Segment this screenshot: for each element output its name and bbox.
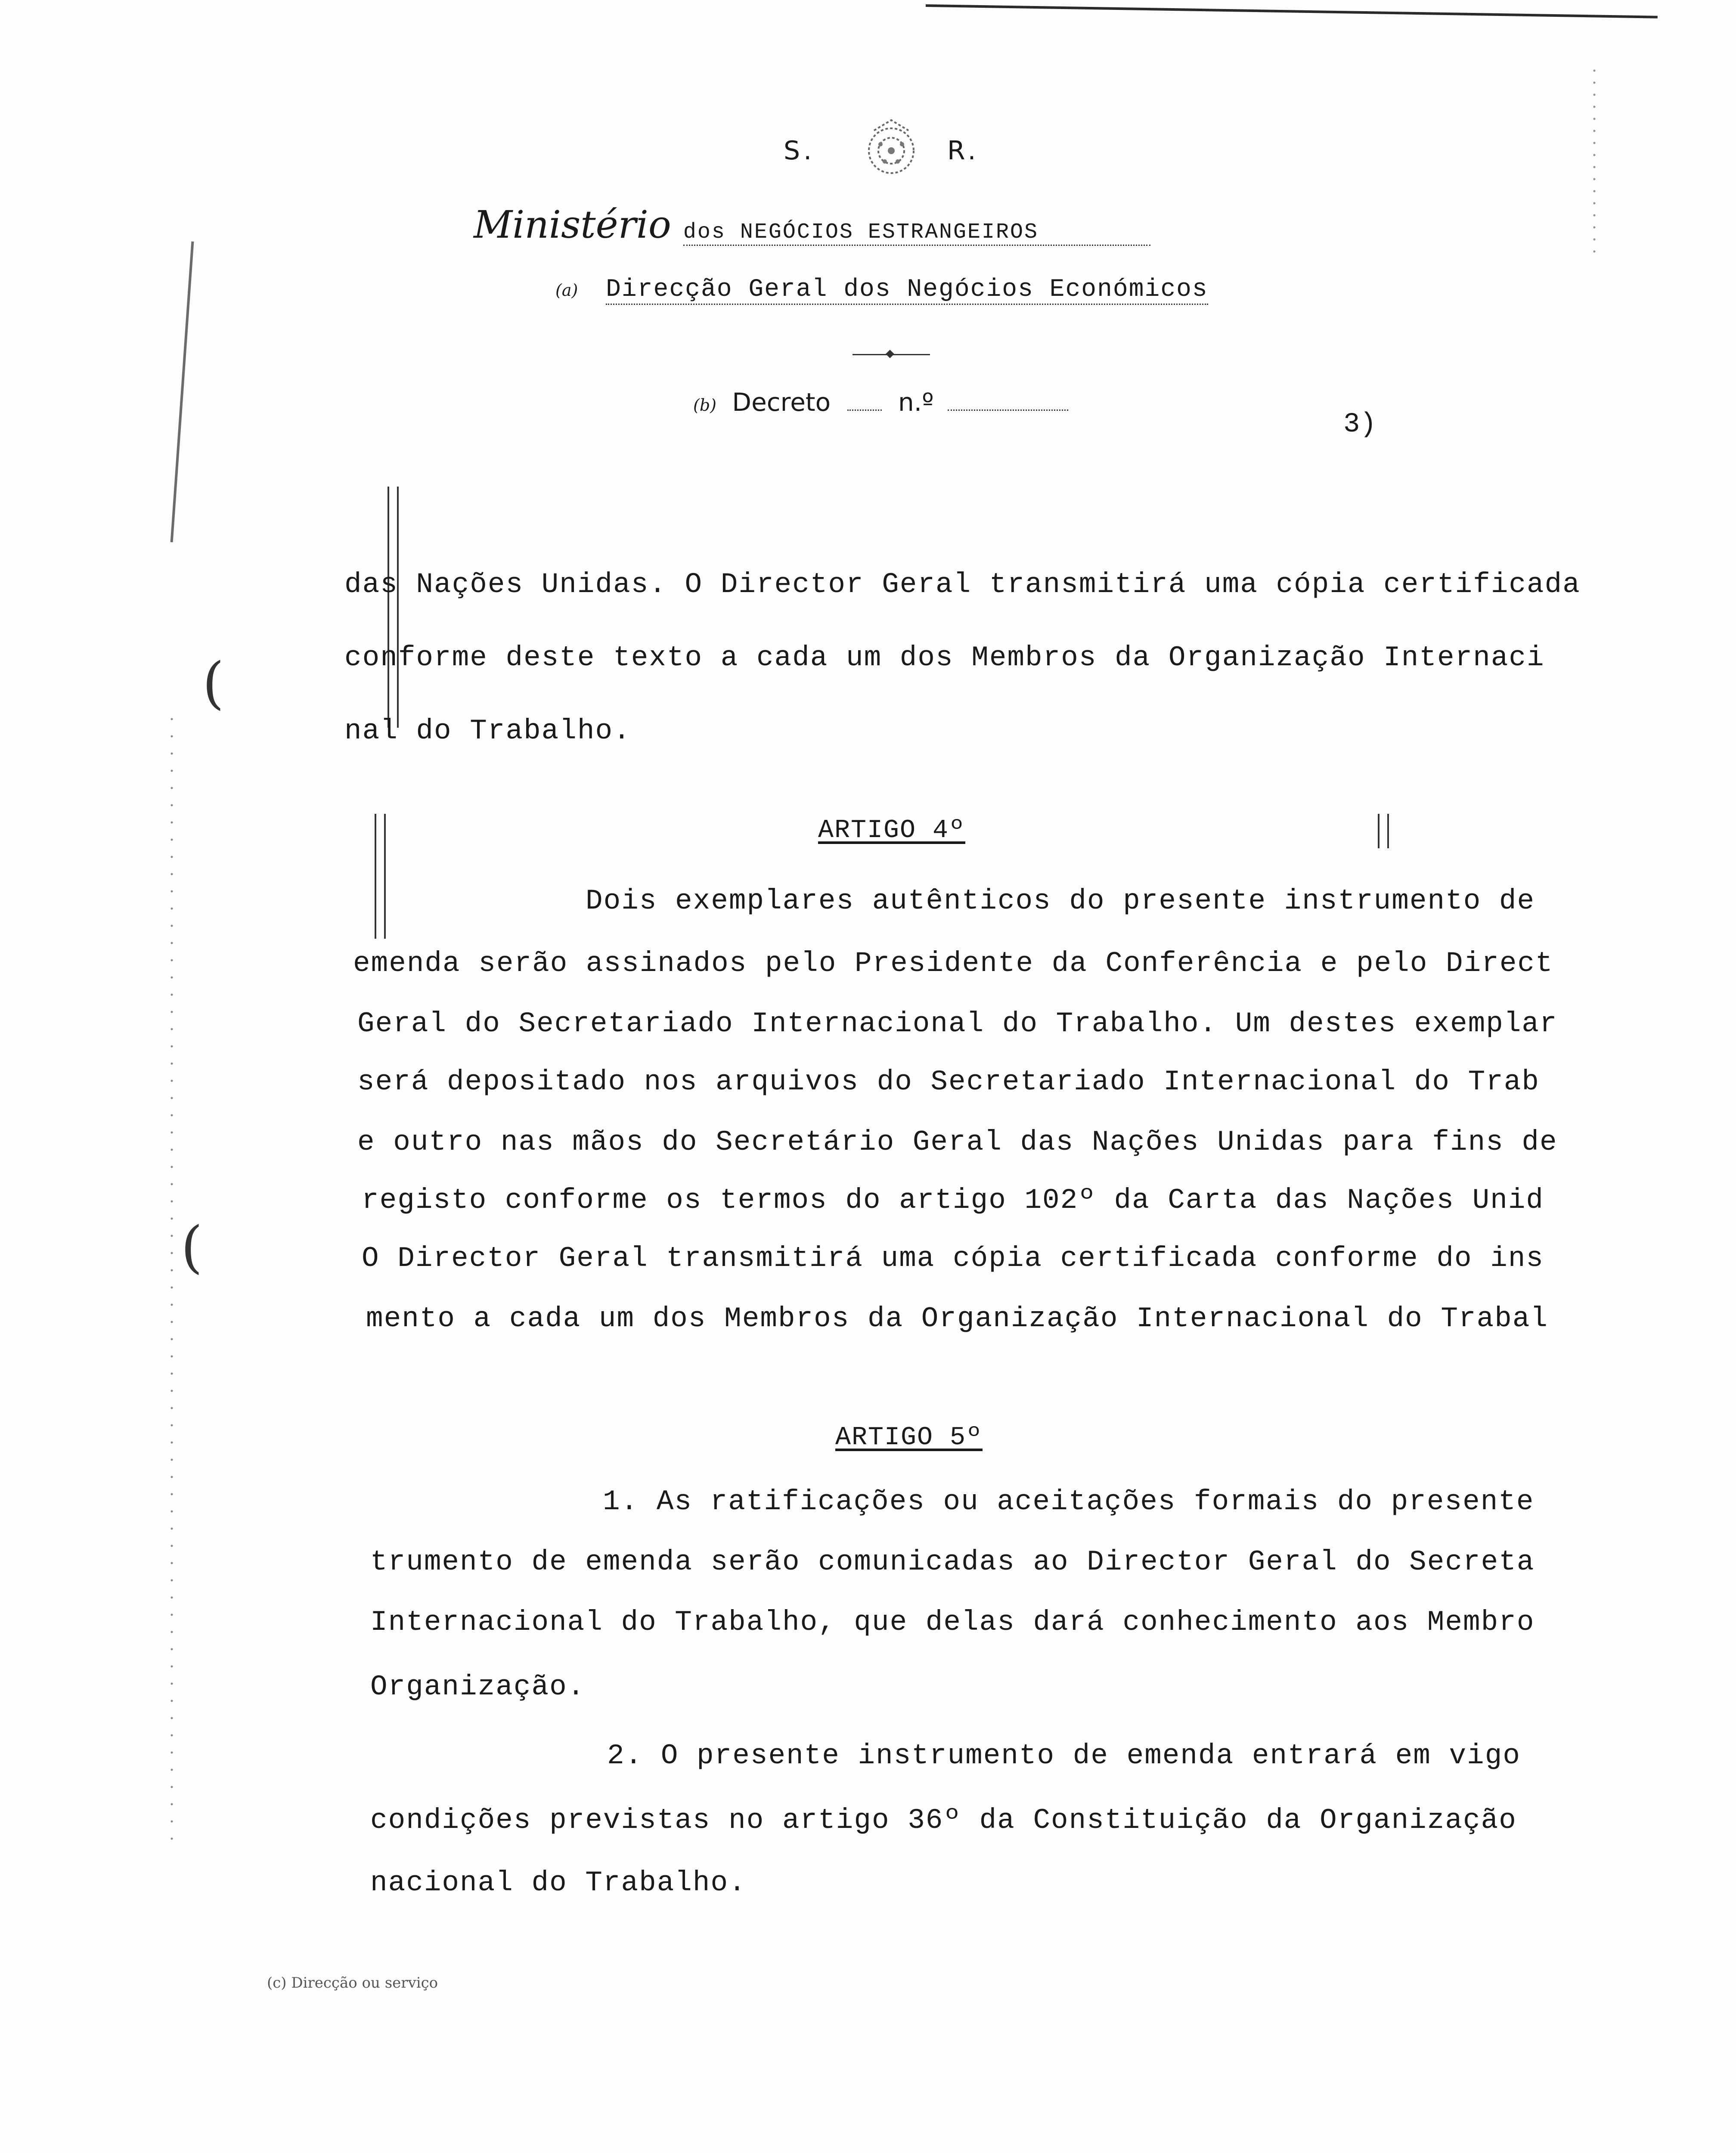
- coat-of-arms-emblem: [850, 114, 932, 183]
- decree-line: [693, 388, 1068, 417]
- ornamental-divider: [852, 354, 930, 355]
- ministry-line: [474, 202, 1150, 247]
- decree-number-label: n.º: [898, 388, 934, 417]
- decree-blank: [847, 410, 882, 411]
- footnote: (c) Direcção ou serviço: [267, 1974, 438, 1992]
- text-line: das Nações Unidas. O Director Geral transmitirá uma cópia certificada: [344, 568, 1581, 601]
- text-line: conforme deste texto a cada um dos Membros da Organização Internaci: [344, 642, 1545, 674]
- text-line: nacional do Trabalho.: [370, 1867, 747, 1899]
- text-line: emenda serão assinados pelo Presidente da Conferência e pelo Direct: [353, 947, 1553, 980]
- text-line: nal do Trabalho.: [344, 715, 631, 747]
- scan-margin-line: [170, 242, 194, 543]
- margin-bracket-mark: (: [202, 650, 224, 716]
- decree-label: Decreto: [732, 388, 831, 417]
- letterhead-left-letter: S.: [784, 136, 815, 166]
- direction-marker: (a): [555, 281, 578, 300]
- decree-marker: (b): [693, 396, 716, 415]
- margin-double-bar: [388, 487, 399, 728]
- scan-border-line: [926, 4, 1658, 19]
- margin-bracket-mark: (: [181, 1214, 203, 1280]
- text-line: Organização.: [370, 1671, 586, 1703]
- text-line: registo conforme os termos do artigo 102º da Carta das Nações Unid: [362, 1184, 1544, 1216]
- margin-double-bar: [375, 814, 386, 939]
- text-line: 2. O presente instrumento de emenda entrará em vigo: [607, 1740, 1521, 1772]
- ministry-value: dos NEGÓCIOS ESTRANGEIROS: [683, 220, 1150, 246]
- direction-line: [555, 276, 1208, 304]
- text-line: mento a cada um dos Membros da Organização Internacional do Trabal: [366, 1303, 1549, 1335]
- text-line: condições previstas no artigo 36º da Constituição da Organização: [370, 1804, 1517, 1837]
- decree-number-blank: [948, 410, 1068, 411]
- text-line: Internacional do Trabalho, que delas dará conhecimento aos Membro: [370, 1606, 1535, 1638]
- text-line: 1. As ratificações ou aceitações formais do presente: [603, 1486, 1534, 1518]
- margin-double-bar: [1378, 814, 1389, 848]
- letterhead-right-letter: R.: [947, 136, 980, 166]
- text-line: e outro nas mãos do Secretário Geral das Nações Unidas para fins de: [357, 1126, 1558, 1158]
- scan-margin-dots-right: [1593, 65, 1596, 254]
- text-line: trumento de emenda serão comunicadas ao Director Geral do Secreta: [370, 1546, 1535, 1578]
- article-5-heading: ARTIGO 5º: [835, 1423, 983, 1452]
- article-4-heading: ARTIGO 4º: [818, 816, 966, 845]
- ministry-label: Ministério: [474, 202, 671, 247]
- scan-margin-dots: [170, 710, 174, 1852]
- text-line: será depositado nos arquivos do Secretariado Internacional do Trab: [357, 1066, 1540, 1098]
- text-line: Geral do Secretariado Internacional do Trabalho. Um destes exemplar: [357, 1008, 1558, 1040]
- text-line: O Director Geral transmitirá uma cópia certificada conforme do ins: [362, 1242, 1544, 1275]
- direction-value: Direcção Geral dos Negócios Económicos: [606, 276, 1208, 305]
- text-line: Dois exemplares autênticos do presente instrumento de: [586, 885, 1535, 917]
- page-number: 3): [1343, 409, 1376, 440]
